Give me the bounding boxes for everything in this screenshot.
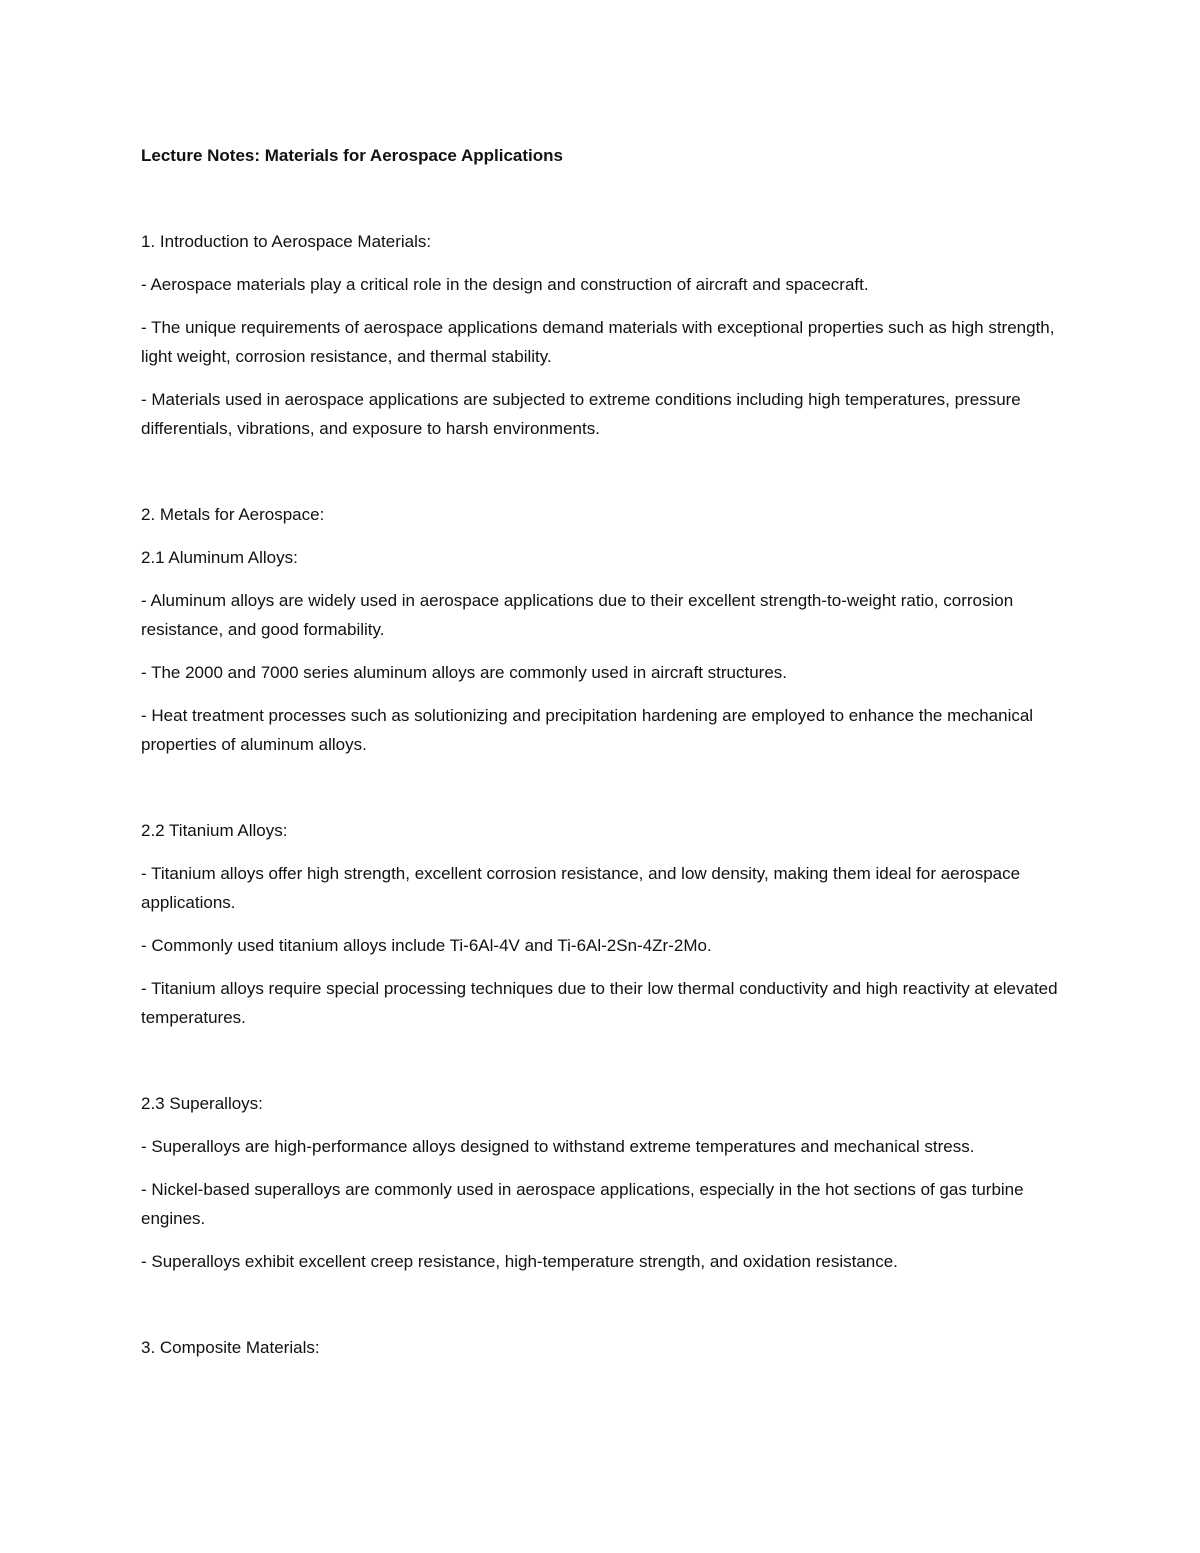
subsection-superalloys — [141, 1089, 1070, 1276]
document-title: Lecture Notes: Materials for Aerospace Applications — [141, 146, 563, 165]
bullet-item: - Nickel-based superalloys are commonly used in aerospace applications, especially in the hot sections of gas turbine engines. — [141, 1180, 1024, 1228]
bullet-item: - The 2000 and 7000 series aluminum alloys are commonly used in aircraft structures. — [141, 663, 787, 682]
bullet-item: - Titanium alloys require special processing techniques due to their low thermal conductivity and high reactivity at elevated temperatures. — [141, 979, 1058, 1027]
section-heading: 2. Metals for Aerospace: — [141, 505, 325, 524]
section-introduction — [141, 227, 1070, 443]
section-composite-materials — [141, 1333, 1070, 1362]
subsection-heading: 2.3 Superalloys: — [141, 1094, 263, 1113]
bullet-item: - Aluminum alloys are widely used in aerospace applications due to their excellent strength-to-weight ratio, corrosion resistance, and good formability. — [141, 591, 1014, 639]
section-heading: 1. Introduction to Aerospace Materials: — [141, 232, 432, 251]
bullet-item: - Commonly used titanium alloys include Ti-6Al-4V and Ti-6Al-2Sn-4Zr-2Mo. — [141, 936, 712, 955]
subsection-heading: 2.2 Titanium Alloys: — [141, 821, 288, 840]
section-metals — [141, 500, 1070, 1276]
subsection-titanium-alloys — [141, 816, 1070, 1032]
bullet-item: - Heat treatment processes such as solutionizing and precipitation hardening are employed to enhance the mechanical properties of aluminum alloys. — [141, 706, 1034, 754]
section-heading: 3. Composite Materials: — [141, 1338, 320, 1357]
bullet-item: - Titanium alloys offer high strength, excellent corrosion resistance, and low density, making them ideal for aerospace applications. — [141, 864, 1021, 912]
bullet-item: - The unique requirements of aerospace applications demand materials with exceptional properties such as high strength, light weight, corrosion resistance, and thermal stability. — [141, 318, 1055, 366]
bullet-item: - Superalloys exhibit excellent creep resistance, high-temperature strength, and oxidation resistance. — [141, 1252, 898, 1271]
subsection-aluminum-alloys — [141, 543, 1070, 759]
subsection-heading: 2.1 Aluminum Alloys: — [141, 548, 298, 567]
bullet-item: - Materials used in aerospace applications are subjected to extreme conditions including high temperatures, pressure differentials, vibrations, and exposure to harsh environments. — [141, 390, 1021, 438]
bullet-item: - Aerospace materials play a critical role in the design and construction of aircraft and spacecraft. — [141, 275, 869, 294]
bullet-item: - Superalloys are high-performance alloys designed to withstand extreme temperatures and mechanical stress. — [141, 1137, 975, 1156]
